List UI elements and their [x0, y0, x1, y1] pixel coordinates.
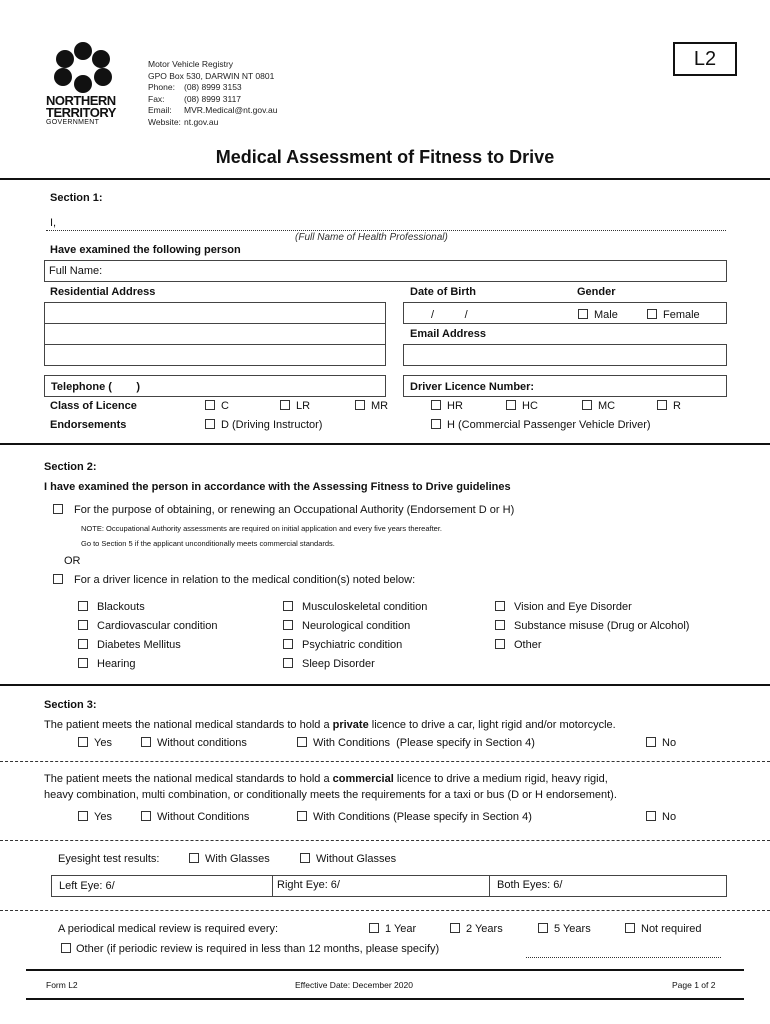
flower-icon — [44, 42, 128, 94]
left-eye-field[interactable] — [51, 875, 273, 897]
health-professional-caption: (Full Name of Health Professional) — [295, 232, 448, 243]
nt-government-logo — [44, 42, 128, 132]
hearing-label: Hearing — [97, 658, 136, 670]
email-address-label: Email Address — [410, 328, 487, 340]
private-no-checkbox[interactable] — [646, 737, 656, 747]
endorsement-d-label: D (Driving Instructor) — [221, 419, 323, 431]
endorsement-h-option[interactable] — [431, 419, 651, 431]
commercial-statement-bold: commercial — [332, 773, 394, 785]
private-no-option[interactable] — [646, 737, 676, 749]
private-with-option[interactable] — [297, 737, 535, 749]
commercial-statement-line2: heavy combination, multi combination, or conditionally meets the requirements for a taxi or bus (D or H endorsement). — [44, 789, 617, 801]
class-lr-checkbox[interactable] — [280, 400, 290, 410]
private-statement-bold: private — [332, 719, 369, 731]
condition-substance[interactable] — [495, 620, 689, 632]
substance-checkbox[interactable] — [495, 620, 505, 630]
gender-label: Gender — [577, 286, 616, 298]
commercial-dashed-divider — [0, 840, 770, 841]
review-other-option[interactable] — [61, 943, 439, 955]
commercial-licence-statement — [44, 773, 608, 785]
condition-diabetes[interactable] — [78, 639, 181, 651]
medical-condition-option[interactable] — [53, 574, 415, 586]
footer-bottom-divider — [26, 998, 744, 1000]
fax-value: (08) 8999 3117 — [184, 93, 242, 104]
commercial-yes-option[interactable] — [78, 811, 112, 823]
review-5-years-label: 5 Years — [554, 923, 591, 935]
class-hr-checkbox[interactable] — [431, 400, 441, 410]
email-label: Email: — [148, 105, 172, 115]
registry-address: GPO Box 530, DARWIN NT 0801 — [148, 70, 275, 81]
private-no-label: No — [662, 737, 677, 749]
class-hr-label: HR — [447, 400, 463, 412]
both-eyes-field[interactable] — [490, 875, 727, 897]
private-dashed-divider — [0, 761, 770, 762]
occupational-authority-option[interactable] — [53, 504, 514, 516]
registry-name: Motor Vehicle Registry — [148, 59, 234, 69]
private-without-option[interactable] — [141, 737, 247, 749]
gender-male-option[interactable] — [578, 309, 618, 321]
review-5-years-checkbox[interactable] — [538, 923, 548, 933]
with-glasses-option[interactable] — [189, 853, 270, 865]
condition-neurological[interactable] — [283, 620, 410, 632]
musculoskeletal-label: Musculoskeletal condition — [302, 601, 428, 613]
dob-label: Date of Birth — [410, 286, 476, 298]
class-mc-checkbox[interactable] — [582, 400, 592, 410]
website-link[interactable]: nt.gov.au — [184, 116, 219, 127]
endorsement-h-checkbox[interactable] — [431, 419, 441, 429]
website-label: Website: — [148, 116, 181, 127]
review-5-years-option[interactable] — [538, 923, 591, 935]
title-divider — [0, 178, 770, 180]
review-1-year-option[interactable] — [369, 923, 416, 935]
condition-blackouts[interactable] — [78, 601, 145, 613]
class-option-hc[interactable] — [506, 400, 538, 412]
private-without-checkbox[interactable] — [141, 737, 151, 747]
right-eye-field[interactable] — [273, 875, 490, 897]
commercial-without-label: Without Conditions — [157, 811, 250, 823]
male-label: Male — [594, 309, 618, 321]
both-eyes-label: Both Eyes: 6/ — [497, 879, 563, 891]
neurological-checkbox[interactable] — [283, 620, 293, 630]
commercial-statement-post: licence to drive a medium rigid, heavy rigid, — [393, 773, 608, 785]
class-r-checkbox[interactable] — [657, 400, 667, 410]
fax-label: Fax: — [148, 93, 165, 104]
class-option-mr[interactable] — [355, 400, 388, 412]
condition-psychiatric[interactable] — [283, 639, 402, 651]
review-2-years-checkbox[interactable] — [450, 923, 460, 933]
review-not-required-checkbox[interactable] — [625, 923, 635, 933]
without-glasses-label: Without Glasses — [316, 853, 397, 865]
condition-hearing[interactable] — [78, 658, 136, 670]
blackouts-label: Blackouts — [97, 601, 145, 613]
i-prefix: I, — [50, 217, 57, 229]
musculoskeletal-checkbox[interactable] — [283, 601, 293, 611]
review-1-year-label: 1 Year — [385, 923, 417, 935]
footer-form-code: Form L2 — [46, 980, 78, 990]
blackouts-checkbox[interactable] — [78, 601, 88, 611]
footer-top-divider — [26, 969, 744, 971]
private-without-label: Without conditions — [157, 737, 247, 749]
review-2-years-option[interactable] — [450, 923, 503, 935]
female-label: Female — [663, 309, 700, 321]
private-with-label: With Conditions (Please specify in Section 4) — [313, 737, 535, 749]
full-name-field[interactable] — [44, 260, 727, 282]
class-of-licence-label: Class of Licence — [50, 400, 137, 412]
email-link[interactable]: MVR.Medical@nt.gov.au — [184, 105, 278, 115]
review-not-required-label: Not required — [641, 923, 702, 935]
gender-female-option[interactable] — [647, 309, 700, 321]
commercial-without-checkbox[interactable] — [141, 811, 151, 821]
residential-address-field-3[interactable] — [44, 344, 386, 366]
left-eye-label: Left Eye: 6/ — [59, 880, 115, 892]
private-statement-post: licence to drive a car, light rigid and/or motorcycle. — [368, 719, 616, 731]
class-r-label: R — [673, 400, 681, 412]
residential-address-field-2[interactable] — [44, 323, 386, 345]
review-label: A periodical medical review is required every: — [58, 923, 279, 935]
commercial-without-option[interactable] — [141, 811, 249, 823]
private-with-checkbox[interactable] — [297, 737, 307, 747]
endorsement-h-label: H (Commercial Passenger Vehicle Driver) — [447, 419, 651, 431]
phone-label: Phone: — [148, 82, 175, 92]
with-glasses-checkbox[interactable] — [189, 853, 199, 863]
vision-label: Vision and Eye Disorder — [514, 601, 632, 613]
private-licence-statement — [44, 719, 616, 731]
health-professional-line[interactable] — [46, 230, 726, 231]
review-1-year-checkbox[interactable] — [369, 923, 379, 933]
examined-label: Have examined the following person — [50, 244, 241, 256]
dob-placeholder: / / — [431, 309, 468, 321]
commercial-yes-checkbox[interactable] — [78, 811, 88, 821]
commercial-with-checkbox[interactable] — [297, 811, 307, 821]
section2-heading: Section 2: — [44, 461, 97, 473]
note-line-1: NOTE: Occupational Authority assessments are required on initial application and every five years thereafter. — [81, 524, 443, 533]
class-mc-label: MC — [598, 400, 616, 412]
review-other-specify-line[interactable] — [526, 957, 721, 958]
section1-heading: Section 1: — [50, 192, 103, 204]
cardiovascular-checkbox[interactable] — [78, 620, 88, 630]
logo-text-government: GOVERNMENT — [46, 119, 100, 126]
footer-page-number: Page 1 of 2 — [672, 980, 716, 990]
commercial-no-label: No — [662, 811, 677, 823]
condition-vision[interactable] — [495, 601, 632, 613]
section2-statement: I have examined the person in accordance with the Assessing Fitness to Drive guidelines — [44, 481, 511, 493]
endorsement-d-checkbox[interactable] — [205, 419, 215, 429]
review-other-checkbox[interactable] — [61, 943, 71, 953]
eyesight-dashed-divider — [0, 910, 770, 911]
commercial-statement-pre: The patient meets the national medical standards to hold a — [44, 773, 333, 785]
class-option-mc[interactable] — [582, 400, 615, 412]
class-option-lr[interactable] — [280, 400, 310, 412]
without-glasses-checkbox[interactable] — [300, 853, 310, 863]
section1-divider — [0, 443, 770, 445]
condition-other[interactable] — [495, 639, 542, 651]
commercial-with-option[interactable] — [297, 811, 532, 823]
logo-text-northern: NORTHERN — [46, 93, 116, 108]
page-title: Medical Assessment of Fitness to Drive — [215, 147, 555, 167]
class-lr-label: LR — [296, 400, 311, 412]
section2-divider — [0, 684, 770, 686]
medical-condition-checkbox[interactable] — [53, 574, 63, 584]
occupational-authority-label: For the purpose of obtaining, or renewing an Occupational Authority (Endorsement D or H) — [74, 504, 515, 516]
eyesight-label: Eyesight test results: — [58, 853, 160, 865]
logo-text-territory: TERRITORY — [46, 105, 116, 120]
class-c-checkbox[interactable] — [205, 400, 215, 410]
residential-address-label: Residential Address — [50, 286, 156, 298]
form-code: L2 — [693, 48, 717, 70]
commercial-with-label: With Conditions (Please specify in Section 4) — [313, 811, 532, 823]
licence-number-label: Driver Licence Number: — [410, 381, 535, 393]
commercial-yes-label: Yes — [94, 811, 112, 823]
note-line-2: Go to Section 5 if the applicant unconditionally meets commercial standards. — [81, 539, 335, 548]
class-option-hr[interactable] — [431, 400, 463, 412]
other-condition-label: Other — [514, 639, 542, 651]
residential-address-field-1[interactable] — [44, 302, 386, 324]
female-checkbox[interactable] — [647, 309, 657, 319]
registry-contact — [148, 59, 278, 128]
class-option-c[interactable] — [205, 400, 229, 412]
cardiovascular-label: Cardiovascular condition — [97, 620, 218, 632]
review-2-years-label: 2 Years — [466, 923, 503, 935]
right-eye-label: Right Eye: 6/ — [277, 879, 340, 891]
private-statement-pre: The patient meets the national medical standards to hold a — [44, 719, 333, 731]
footer-effective-date: Effective Date: December 2020 — [295, 980, 413, 990]
substance-label: Substance misuse (Drug or Alcohol) — [514, 620, 690, 632]
or-label: OR — [64, 555, 81, 567]
telephone-field[interactable] — [44, 375, 386, 397]
commercial-no-checkbox[interactable] — [646, 811, 656, 821]
condition-cardiovascular[interactable] — [78, 620, 217, 632]
private-yes-label: Yes — [94, 737, 112, 749]
other-condition-checkbox[interactable] — [495, 639, 505, 649]
medical-condition-label: For a driver licence in relation to the medical condition(s) noted below: — [74, 574, 416, 586]
private-yes-checkbox[interactable] — [78, 737, 88, 747]
diabetes-checkbox[interactable] — [78, 639, 88, 649]
private-yes-option[interactable] — [78, 737, 112, 749]
class-hc-checkbox[interactable] — [506, 400, 516, 410]
with-glasses-label: With Glasses — [205, 853, 270, 865]
without-glasses-option[interactable] — [300, 853, 396, 865]
neurological-label: Neurological condition — [302, 620, 411, 632]
class-mr-checkbox[interactable] — [355, 400, 365, 410]
condition-sleep[interactable] — [283, 658, 375, 670]
endorsements-label: Endorsements — [50, 419, 127, 431]
diabetes-label: Diabetes Mellitus — [97, 639, 181, 651]
endorsement-d-option[interactable] — [205, 419, 322, 431]
vision-checkbox[interactable] — [495, 601, 505, 611]
condition-musculoskeletal[interactable] — [283, 601, 427, 613]
male-checkbox[interactable] — [578, 309, 588, 319]
review-other-label: Other (if periodic review is required in less than 12 months, please specify) — [76, 943, 440, 955]
licence-number-field[interactable] — [403, 375, 727, 397]
sleep-checkbox[interactable] — [283, 658, 293, 668]
phone-value: (08) 8999 3153 — [184, 82, 242, 92]
psychiatric-label: Psychiatric condition — [302, 639, 403, 651]
form-code-box — [673, 42, 737, 76]
sleep-label: Sleep Disorder — [302, 658, 375, 670]
class-c-label: C — [221, 400, 229, 412]
hearing-checkbox[interactable] — [78, 658, 88, 668]
section3-heading: Section 3: — [44, 699, 97, 711]
class-hc-label: HC — [522, 400, 538, 412]
email-address-field[interactable] — [403, 344, 727, 366]
commercial-no-option[interactable] — [646, 811, 676, 823]
psychiatric-checkbox[interactable] — [283, 639, 293, 649]
occupational-authority-checkbox[interactable] — [53, 504, 63, 514]
class-mr-label: MR — [371, 400, 389, 412]
class-option-r[interactable] — [657, 400, 681, 412]
review-not-required-option[interactable] — [625, 923, 702, 935]
full-name-label: Full Name: — [49, 265, 103, 277]
telephone-label: Telephone ( ) — [51, 381, 141, 393]
